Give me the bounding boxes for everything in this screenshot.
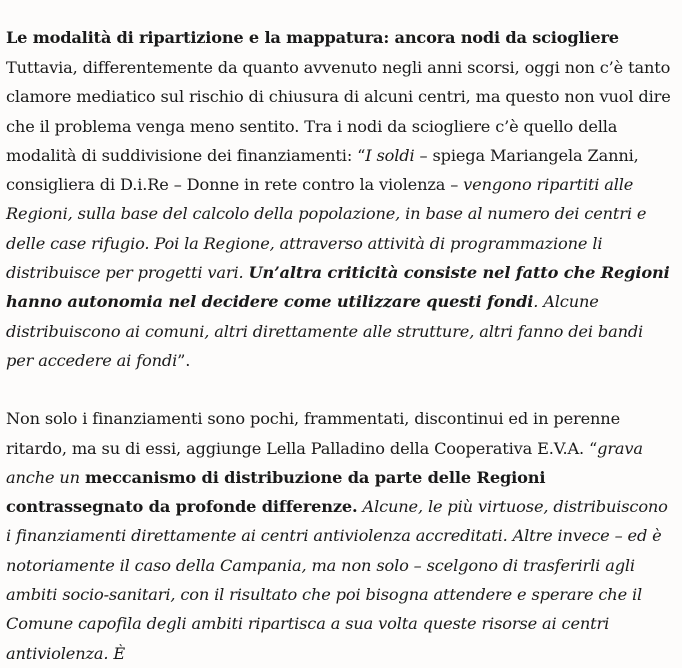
p1-bold-emphasis: Un’altra criticità consiste nel fatto che Regioni hanno autonomia nel decidere come utilizzare questi fondi [6, 263, 670, 312]
p2-text-1: Non solo i finanziamenti sono pochi, frammentati, discontinui ed in perenne ritardo, ma su di essi, aggiunge Lella Palladino della Cooperativa E.V.A. “ [6, 409, 621, 458]
p1-quote-italic-1: I soldi [365, 145, 415, 165]
p2-quote-italic-2: Alcune, le più virtuose, distribuiscono i finanziamenti direttamente ai centri antiviolenza accreditati. Altre invece – ed è notoriamente il caso della Campania, ma non solo – scelgono di trasferirli agli ambiti socio-sanitari, con il risultato che poi bisogna attendere e sperare che il Comune capofila degli ambiti ripartisca a sua volta queste risorse ai centri antiviolenza. È [6, 497, 668, 663]
p1-text-2: – spiega Mariangela Zanni, consigliera di D.i.Re – Donne in rete contro la violenza – [6, 145, 639, 195]
p1-quote-italic-2: vengono ripartiti alle Regioni, sulla base del calcolo della popolazione, in base al numero dei centri e delle case rifugio. Poi la Regione, attraverso attività di programmazione li distribuisce per progetti vari. [6, 175, 647, 283]
section-heading: Le modalità di ripartizione e la mappatura: ancora nodi da sciogliere [6, 28, 619, 47]
p1-text-1: Tuttavia, differentemente da quanto avvenuto negli anni scorsi, oggi non c’è tanto clamore mediatico sul rischio di chiusura di alcuni centri, ma questo non vuol dire che il problema venga meno sentito. Tra i nodi da sciogliere c’è quello della modalità di suddivisione dei finanziamenti: “ [6, 58, 671, 165]
p2-quote-italic-1: grava anche un [6, 438, 643, 487]
p1-quote-italic-3: . Alcune distribuiscono ai comuni, altri direttamente alle strutture, altri fanno dei bandi per accedere ai fondi [6, 292, 644, 370]
p1-text-closing: ”. [177, 350, 191, 370]
paragraph-2 [6, 404, 672, 668]
p2-bold-emphasis: meccanismo di distribuzione da parte delle Regioni contrassegnato da profonde differenze. [6, 467, 546, 517]
paragraph-1 [6, 53, 672, 375]
